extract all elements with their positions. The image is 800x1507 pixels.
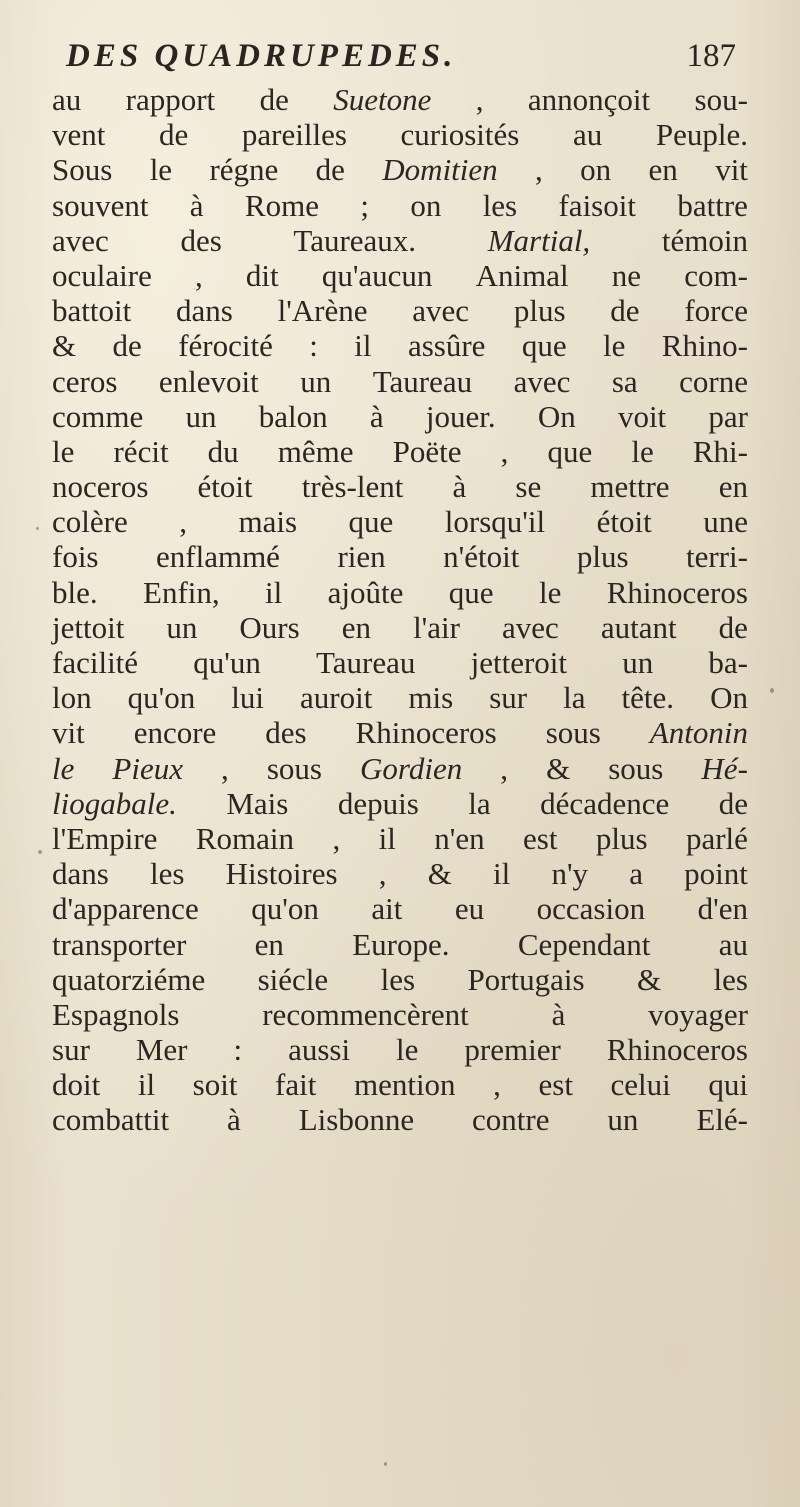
word: le: [52, 750, 75, 786]
text-line: [52, 962, 748, 997]
word: d'apparence: [52, 891, 199, 927]
word: le: [149, 152, 173, 188]
word: à: [452, 469, 467, 505]
text-line: [52, 575, 748, 610]
word: rien: [337, 539, 386, 575]
word: &: [427, 856, 452, 892]
body-text: [52, 82, 748, 1138]
word: com-: [684, 257, 748, 293]
word: de: [159, 117, 189, 153]
word: lorsqu'il: [444, 504, 546, 540]
word: Enfin,: [143, 574, 220, 610]
word: dans: [52, 856, 109, 892]
word: aussi: [288, 1032, 351, 1068]
word: depuis: [337, 785, 419, 821]
word: au: [572, 117, 603, 153]
word: quatorziéme: [52, 961, 206, 997]
word: de: [259, 82, 289, 117]
word: Pieux: [112, 750, 183, 786]
paper-speck: [770, 688, 774, 693]
word: Peuple.: [655, 117, 748, 153]
word: lui: [231, 680, 265, 716]
word: auroit: [300, 680, 373, 716]
word: les: [380, 961, 416, 997]
word: régne: [209, 152, 279, 188]
word: fois: [52, 539, 99, 575]
word: Taureau: [372, 363, 473, 399]
word: les: [482, 187, 518, 223]
paper-speck: [38, 850, 42, 854]
word: à: [189, 187, 204, 223]
word: Taureau: [316, 645, 416, 680]
text-line: [52, 997, 748, 1032]
text-line: [52, 328, 748, 363]
word: un: [300, 363, 332, 399]
word: pareilles: [241, 117, 347, 153]
word: ,: [493, 1067, 501, 1103]
word: sous: [545, 715, 601, 751]
word: recommencèrent: [262, 996, 469, 1032]
word: ,: [378, 856, 387, 892]
word: terri-: [686, 539, 748, 575]
word: ,: [332, 820, 341, 856]
word: avec: [513, 363, 571, 399]
word: d'en: [697, 891, 748, 927]
word: ,: [475, 82, 484, 117]
text-line: [52, 82, 748, 117]
word: voit: [617, 398, 667, 434]
word: Rome: [244, 187, 319, 223]
word: Rhino-: [661, 328, 748, 364]
word: des: [180, 222, 222, 258]
text-line: [52, 469, 748, 504]
word: ne: [611, 257, 642, 293]
text-line: [52, 927, 748, 962]
word: occasion: [536, 891, 646, 927]
word: il: [493, 856, 511, 892]
word: a: [629, 856, 643, 892]
word: Rhi-: [692, 433, 748, 469]
word: ble.: [52, 574, 98, 610]
word: Ours: [239, 609, 300, 645]
word: Rhinoceros: [606, 1032, 748, 1068]
word: dit: [245, 257, 279, 293]
word: le: [603, 328, 626, 364]
word: Animal: [475, 257, 569, 293]
word: Espagnols: [52, 996, 180, 1032]
word: de: [718, 609, 748, 645]
word: dans: [175, 293, 233, 329]
word: soit: [192, 1067, 238, 1103]
text-line: [52, 680, 748, 715]
word: témoin: [661, 222, 748, 258]
word: ajoûte: [327, 574, 404, 610]
word: jetteroit: [470, 645, 567, 680]
word: mis: [408, 680, 454, 716]
word: fait: [275, 1067, 317, 1103]
word: Histoires: [225, 856, 338, 892]
word: :: [309, 328, 318, 364]
word: Poëte: [392, 433, 462, 469]
word: qu'un: [193, 645, 261, 680]
word: une: [703, 504, 748, 540]
word: que: [348, 504, 394, 540]
word: on: [410, 187, 442, 223]
word: l'Empire: [52, 820, 158, 856]
word: souvent: [52, 187, 149, 223]
word: les: [150, 856, 185, 892]
word: On: [710, 680, 748, 716]
word: enlevoit: [158, 363, 259, 399]
text-line: [52, 1067, 748, 1102]
word: lon: [52, 680, 92, 716]
text-line: [52, 610, 748, 645]
word: curiosités: [400, 117, 520, 153]
word: colère: [52, 504, 128, 540]
running-head: [66, 30, 736, 90]
word: rapport: [125, 82, 216, 117]
word: plus: [595, 820, 648, 856]
word: est: [523, 820, 558, 856]
word: les: [713, 961, 748, 997]
text-line: [52, 188, 748, 223]
word: l'air: [413, 609, 460, 645]
word: contre: [472, 1102, 550, 1138]
word: mettre: [590, 469, 670, 505]
word: plus: [513, 293, 566, 329]
word: ;: [360, 187, 369, 223]
word: férocité: [178, 328, 273, 364]
word: Antonin: [649, 715, 748, 751]
word: siécle: [257, 961, 329, 997]
word: la: [468, 785, 491, 821]
word: un: [607, 1102, 639, 1138]
text-line: [52, 715, 748, 750]
word: n'y: [551, 856, 589, 892]
word: récit: [113, 433, 169, 469]
word: que: [448, 574, 494, 610]
word: Hé-: [701, 750, 748, 786]
text-line: [52, 786, 748, 821]
word: en: [341, 609, 372, 645]
word: noceros: [52, 469, 149, 505]
word: sa: [611, 363, 638, 399]
word: sur: [52, 1032, 90, 1068]
word: oculaire: [52, 257, 152, 293]
word: ,: [500, 433, 509, 469]
word: ,: [500, 750, 509, 786]
word: Cependant: [517, 926, 651, 962]
word: doit: [52, 1067, 101, 1103]
word: Rhinoceros: [355, 715, 497, 751]
word: de: [112, 328, 142, 364]
word: des: [265, 715, 307, 751]
word: au: [52, 82, 82, 117]
text-line: [52, 258, 748, 293]
word: qu'on: [251, 891, 319, 927]
word: au: [718, 926, 748, 962]
word: par: [708, 398, 748, 434]
word: vit: [715, 152, 748, 188]
paper-speck: [384, 1462, 387, 1466]
text-line: [52, 293, 748, 328]
text-line: [52, 539, 748, 574]
word: ,: [221, 750, 229, 786]
word: annonçoit: [527, 82, 651, 117]
paper-speck: [36, 527, 39, 530]
word: Elé-: [696, 1102, 748, 1138]
word: comme: [52, 398, 144, 434]
word: de: [315, 152, 345, 188]
word: Lisbonne: [298, 1102, 415, 1138]
word: étoit: [197, 469, 253, 505]
word: eu: [454, 891, 485, 927]
word: ,: [535, 152, 543, 188]
word: Suetone: [333, 82, 432, 117]
word: en: [648, 152, 678, 188]
word: facilité: [52, 645, 139, 680]
word: battoit: [52, 293, 132, 329]
word: :: [233, 1032, 243, 1068]
word: mais: [238, 504, 298, 540]
text-line: [52, 1102, 748, 1137]
word: très-lent: [301, 469, 404, 505]
word: &: [52, 328, 77, 364]
word: ,: [195, 257, 203, 293]
text-line: [52, 645, 748, 680]
word: à: [369, 398, 384, 434]
text-line: [52, 364, 748, 399]
word: n'en: [434, 820, 485, 856]
word: &: [636, 961, 662, 997]
word: à: [227, 1102, 241, 1138]
word: sous: [608, 750, 664, 786]
word: il: [378, 820, 396, 856]
text-line: [52, 152, 748, 187]
word: se: [515, 469, 542, 505]
word: On: [537, 398, 576, 434]
word: Domitien: [382, 152, 498, 188]
word: sou-: [694, 82, 748, 117]
text-line: [52, 1032, 748, 1067]
word: que: [547, 433, 593, 469]
text-line: [52, 891, 748, 926]
text-line: [52, 504, 748, 539]
word: est: [538, 1067, 573, 1103]
word: encore: [133, 715, 217, 751]
word: vit: [52, 715, 85, 751]
word: jouer.: [425, 398, 496, 434]
word: à: [551, 996, 566, 1032]
word: Europe.: [352, 926, 450, 962]
word: il: [354, 328, 372, 364]
word: ceros: [52, 363, 118, 399]
word: corne: [679, 363, 748, 399]
word: jettoit: [52, 609, 125, 645]
word: celui: [610, 1067, 671, 1103]
word: on: [580, 152, 612, 188]
word: sur: [489, 680, 528, 716]
page-number: 187: [686, 38, 736, 74]
word: autant: [600, 609, 677, 645]
word: décadence: [540, 785, 670, 821]
word: liogabale.: [52, 785, 177, 821]
word: battre: [677, 187, 748, 223]
text-line: [52, 821, 748, 856]
word: la: [563, 680, 586, 716]
text-line: [52, 223, 748, 258]
word: Rhinoceros: [606, 574, 748, 610]
word: le: [631, 433, 654, 469]
word: Sous: [52, 152, 113, 188]
word: le: [52, 433, 75, 469]
word: de: [610, 293, 640, 329]
word: le: [396, 1032, 419, 1068]
word: même: [277, 433, 354, 469]
word: ,: [179, 504, 187, 540]
word: Romain: [195, 820, 295, 856]
word: plus: [576, 539, 629, 575]
word: tête.: [621, 680, 675, 716]
word: qui: [708, 1067, 748, 1103]
word: force: [684, 293, 748, 329]
word: voyager: [648, 996, 748, 1032]
word: n'étoit: [443, 539, 520, 575]
word: vent: [52, 117, 106, 153]
word: combattit: [52, 1102, 170, 1138]
word: de: [718, 785, 748, 821]
word: avec: [502, 609, 559, 645]
running-title: DES QUADRUPEDES.: [66, 38, 457, 74]
word: mention: [353, 1067, 456, 1103]
word: point: [684, 856, 748, 892]
word: parlé: [685, 820, 748, 856]
word: balon: [258, 398, 328, 434]
word: sous: [266, 750, 322, 786]
word: Mais: [226, 785, 289, 821]
word: premier: [464, 1032, 561, 1068]
word: du: [207, 433, 239, 469]
text-line: [52, 434, 748, 469]
word: il: [137, 1067, 156, 1103]
word: Mer: [135, 1032, 188, 1068]
text-line: [52, 751, 748, 786]
word: ait: [371, 891, 403, 927]
word: Gordien: [360, 750, 463, 786]
word: Portugais: [467, 961, 585, 997]
word: en: [254, 926, 284, 962]
word: avec: [52, 222, 109, 258]
word: un: [185, 398, 217, 434]
word: transporter: [52, 926, 187, 962]
word: &: [546, 750, 571, 786]
text-line: [52, 117, 748, 152]
word: Martial,: [487, 222, 591, 258]
word: le: [538, 574, 562, 610]
word: Taureaux.: [293, 222, 417, 258]
text-line: [52, 856, 748, 891]
word: assûre: [407, 328, 486, 364]
word: étoit: [596, 504, 652, 540]
word: qu'aucun: [321, 257, 433, 293]
word: un: [622, 645, 654, 680]
word: faisoit: [558, 187, 636, 223]
word: l'Arène: [277, 293, 368, 329]
word: enflammé: [156, 539, 280, 575]
word: ba-: [708, 645, 748, 680]
word: un: [166, 609, 198, 645]
word: que: [521, 328, 567, 364]
text-line: [52, 399, 748, 434]
word: qu'on: [127, 680, 196, 716]
word: en: [718, 469, 748, 505]
word: avec: [412, 293, 470, 329]
word: il: [265, 574, 283, 610]
